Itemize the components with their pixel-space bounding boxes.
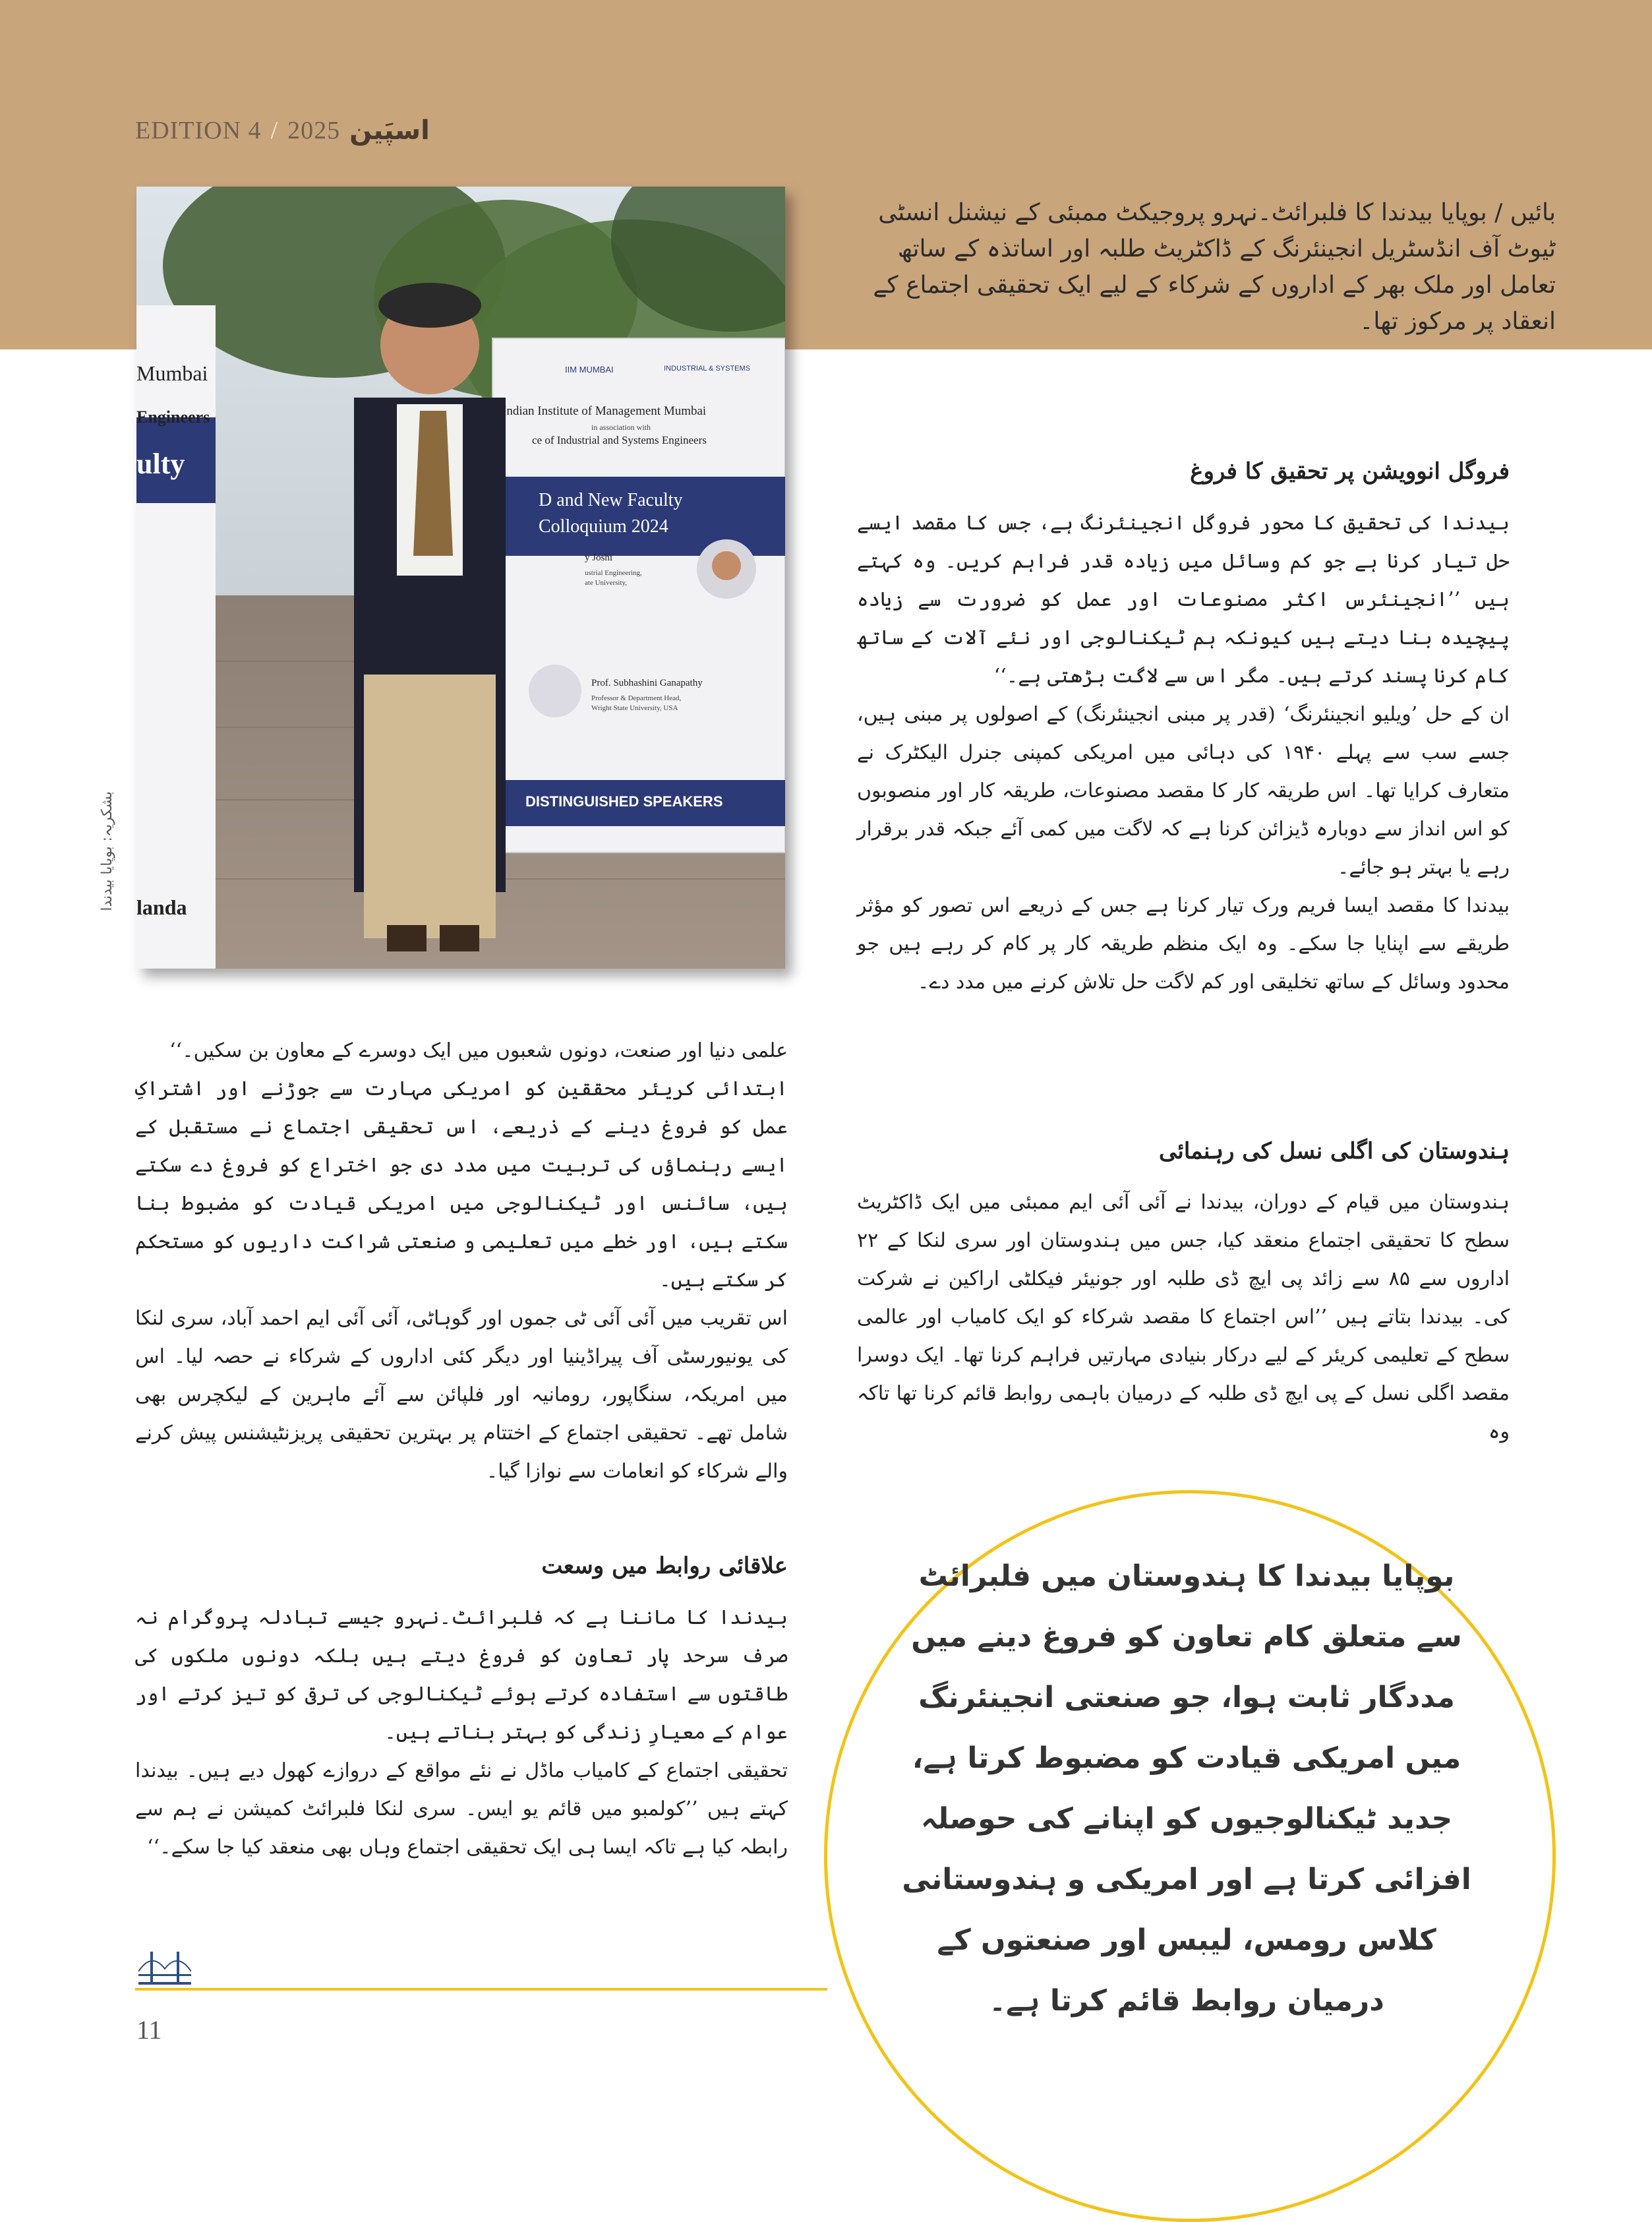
banner-society: ce of Industrial and Systems Engineers <box>532 434 707 446</box>
banner-institute: Indian Institute of Management Mumbai <box>502 404 707 418</box>
speaker2-name: Prof. Subhashini Ganapathy <box>591 678 703 688</box>
banner-title-2: Colloquium 2024 <box>539 516 668 537</box>
speaker1-name: y Joshi <box>585 553 613 563</box>
paragraph: ان کے حل ’ویلیو انجینئرنگ‘ (قدر پر مبنی انجینئرنگ) کے اصولوں پر مبنی ہیں، جسے سب سے پہلے ۱۹۴۰ کی دہائی میں امریکی کمپنی جنرل الیکٹرک نے متعارف کرایا تھا۔ اس طریقہ کار کا مقصد مصنوعات، طریقہ کار اور منصوبوں کو اس انداز سے دوبارہ ڈیزائن کرنا ہے کہ لاگت میں کمی آئے جبکہ قدر برقرار رہے یا بہتر ہو جائے۔ <box>857 703 1510 879</box>
speaker1-role1: ustrial Engineering, <box>585 569 642 577</box>
speaker1-role2: ate University, <box>585 579 628 587</box>
speaker2-role1: Professor & Department Head, <box>591 694 682 702</box>
section-heading-regional: علاقائی روابط میں وسعت <box>541 1553 788 1579</box>
banner-left-line-1: Mumbai <box>136 361 208 385</box>
section-body-regional <box>135 1599 788 1867</box>
pullquote: بوپایا بیدندا کا ہندوستان میں فلبرائٹ سے متعلق کام تعاون کو فروغ دینے میں مددگار ثابت ہوا، جو صنعتی انجینئرنگ میں امریکی قیادت کو مضبوط کرتا ہے، جدید ٹیکنالوجیوں کو اپنانے کی حوصلہ افزائی کرتا ہے اور امریکی و ہندوستانی کلاس رومس، لیبس اور صنعتوں کے درمیان روابط قائم کرتا ہے۔ <box>902 1559 1471 2018</box>
edition-label: EDITION 4 <box>135 117 262 144</box>
section-heading-mentoring: ہندوستان کی اگلی نسل کی رہنمائی <box>1159 1138 1510 1164</box>
paragraph: اس تقریب میں آئی آئی ٹی جموں اور گوہاٹی، آئی آئی ایم احمد آباد، سری لنکا کی یونیورسٹی آف پیراڈینیا اور دیگر کئی اداروں کے شرکاء نے حصہ لیا۔ اس میں امریکہ، سنگاپور، رومانیہ اور فلپائن سے آئے ماہرین کے لیکچرس بھی شامل تھے۔ تحقیقی اجتماع کے اختتام پر بہترین تحقیقی پریزنٹیشنس پیش کرنے والے شرکاء کو انعامات سے نوازا گیا۔ <box>135 1307 788 1483</box>
paragraph: تحقیقی اجتماع کے کامیاب ماڈل نے نئے مواقع کے دروازے کھول دیے ہیں۔ بیدندا کہتے ہیں ’’کولمبو میں قائم یو ایس۔ سری لنکا فلبرائٹ کمیشن نے ہم سے رابطہ کیا ہے تاکہ ایسا ہی ایک تحقیقی اجتماع وہاں بھی منعقد کیا جا سکے۔‘‘ <box>135 1759 788 1859</box>
edition-year: 2025 <box>287 117 341 144</box>
footer-rule <box>135 1988 827 1991</box>
banner-footer: DISTINGUISHED SPEAKERS <box>525 793 723 810</box>
edition-separator: / <box>270 117 279 144</box>
bridge-icon <box>138 1945 191 1987</box>
paragraph: علمی دنیا اور صنعت، دونوں شعبوں میں ایک دوسرے کے معاون بن سکیں۔‘‘ <box>169 1039 788 1062</box>
speaker2-role2: Wright State University, USA <box>591 704 678 712</box>
iise-logo: INDUSTRIAL & SYSTEMS <box>664 365 751 373</box>
section-body-frugal <box>857 504 1510 1002</box>
page-number: 11 <box>136 2015 162 2045</box>
masthead <box>135 111 430 150</box>
left-column-body <box>135 1032 788 1491</box>
photo-credit: بشکریہ: بوپایا بیدندا <box>99 791 115 911</box>
iim-logo: IIM MUMBAI <box>565 365 614 375</box>
paragraph: بیدندا کی تحقیق کا محور فروگل انجینئرنگ ہے، جس کا مقصد ایسے حل تیار کرنا ہے جو کم وسائل میں زیادہ قدر فراہم کریں۔ وہ کہتے ہیں ’’انجینئرس اکثر مصنوعات اور عمل کو ضرورت سے زیادہ پیچیدہ بنا دیتے ہیں کیونکہ ہم ٹیکنالوجی اور نئے آلات کے ساتھ کام کرنا پسند کرتے ہیں۔ مگر اس سے لاگت بڑھتی ہے۔‘‘ <box>857 512 1510 688</box>
banner-left-line-4: landa <box>136 895 187 919</box>
paragraph: بیدندا کا ماننا ہے کہ فلبرائٹ۔نہرو جیسے تبادلہ پروگرام نہ صرف سرحد پار تعاون کو فروغ دیتے ہیں بلکہ دونوں ملکوں کی طاقتوں سے استفادہ کرتے ہوئے ٹیکنالوجی کی ترقی کو تیز کرتے اور عوام کے معیارِ زندگی کو بہتر بناتے ہیں۔ <box>135 1606 788 1744</box>
banner-title-1: D and New Faculty <box>539 490 683 510</box>
paragraph: بیدندا کا مقصد ایسا فریم ورک تیار کرنا ہے جس کے ذریعے اس تصور کو مؤثر طریقے سے اپنایا جا سکے۔ وہ ایک منظم طریقہ کار پر کام کر رہے ہیں جو محدود وسائل کے ساتھ تخلیقی اور کم لاگت حل تلاش کرنے میں مدد دے۔ <box>857 894 1510 994</box>
section-body-mentoring <box>857 1184 1510 1451</box>
paragraph: ابتدائی کریئر محققین کو امریکی مہارت سے جوڑنے اور اشتراکِ عمل کو فروغ دینے کے ذریعے، اس تحقیقی اجتماع نے مستقبل کے ایسے رہنماؤں کی تربیت میں مدد دی جو اختراع کو فروغ دے سکتے ہیں، سائنس اور ٹیکنالوجی میں امریکی قیادت کو مضبوط بنا سکتے ہیں، اور خطے میں تعلیمی و صنعتی شراکت داریوں کو مستحکم کر سکتے ہیں۔ <box>135 1077 788 1292</box>
banner-left-line-2: Engineers <box>136 407 210 427</box>
magazine-brand: اسپَین <box>349 115 430 146</box>
banner-left-line-3: ulty <box>136 448 185 480</box>
banner-assoc: in association with <box>591 423 651 432</box>
section-heading-frugal: فروگل انوویشن پر تحقیق کا فروغ <box>1190 458 1510 485</box>
paragraph: ہندوستان میں قیام کے دوران، بیدندا نے آئی آئی ایم ممبئی میں ایک ڈاکٹریٹ سطح کا تحقیقی اجتماع منعقد کیا، جس میں ہندوستان اور سری لنکا کے ۲۲ اداروں سے ۸۵ سے زائد پی ایچ ڈی طلبہ اور جونیئر فیکلٹی اراکین نے شرکت کی۔ بیدندا بتاتے ہیں ’’اس اجتماع کا مقصد شرکاء کو ایک کامیاب اور عالمی سطح کے تعلیمی کریئر کے لیے درکار بنیادی مہارتیں فراہم کرنا تھا۔ ایک دوسرا مقصد اگلی نسل کے پی ایچ ڈی طلبہ کے درمیان باہمی روابط قائم کرنا تھا تاکہ وہ <box>857 1191 1510 1443</box>
feature-photo <box>136 187 785 969</box>
photo-caption: بائیں / بوپایا بیدندا کا فلبرائٹ۔نہرو پروجیکٹ ممبئی کے نیشنل انسٹی ٹیوٹ آف انڈسٹریل انجینئرنگ کے ڈاکٹریٹ طلبہ اور اساتذہ کے ساتھ تعامل اور ملک بھر کے اداروں کے شرکاء کے لیے ایک تحقیقی اجتماع کے انعقاد پر مرکوز تھا۔ <box>873 199 1556 335</box>
